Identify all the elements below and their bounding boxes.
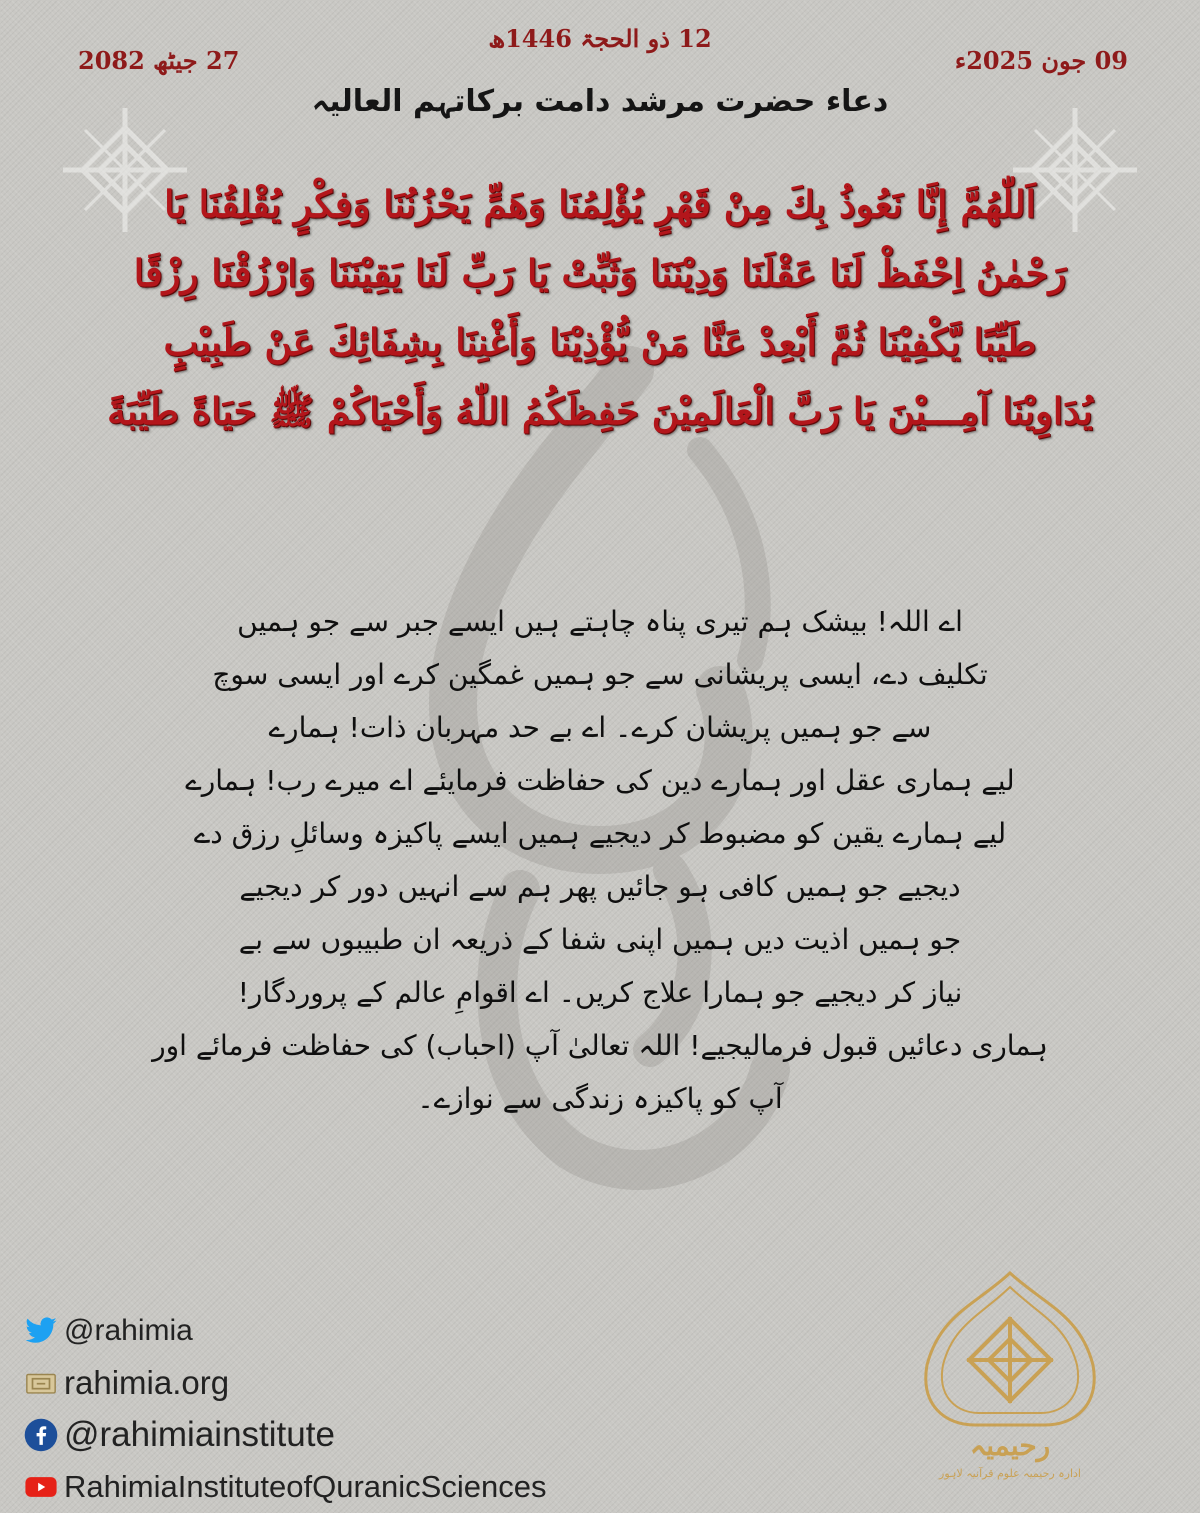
twitter-bird-icon bbox=[24, 1314, 58, 1348]
svg-text:رحیمیہ: رحیمیہ bbox=[969, 1429, 1051, 1462]
twitter-link[interactable] bbox=[24, 1305, 664, 1357]
hijri-date: 12 ذو الحجۃ 1446ھ bbox=[488, 24, 712, 53]
facebook-link[interactable] bbox=[24, 1409, 664, 1461]
urdu-translation-line: لیے ہماری عقل اور ہمارے دین کی حفاظت فرمایئے اے میرے رب! ہمارے bbox=[185, 764, 1015, 797]
arabic-dua bbox=[70, 170, 1130, 446]
rahimia-logo bbox=[915, 1265, 1105, 1485]
urdu-translation-line: آپ کو پاکیزہ زندگی سے نوازے۔ bbox=[417, 1082, 783, 1115]
urdu-translation-line: ہماری دعائیں قبول فرمالیجیے! اللہ تعالیٰ آپ (احباب) کی حفاظت فرمائے اور bbox=[152, 1029, 1048, 1062]
urdu-translation-line: دیجیے جو ہمیں کافی ہو جائیں پھر ہم سے انہیں دور کر دیجیے bbox=[239, 870, 961, 903]
urdu-translation-line: سے جو ہمیں پریشان کرے۔ اے بے حد مہربان ذات! ہمارے bbox=[268, 711, 932, 744]
youtube-channel: RahimiaInstituteofQuranicSciences bbox=[64, 1469, 547, 1504]
facebook-icon bbox=[24, 1418, 58, 1452]
urdu-translation-line: تکلیف دے، ایسی پریشانی سے جو ہمیں غمگین کرے اور ایسی سوچ bbox=[212, 658, 988, 691]
social-links bbox=[24, 1305, 664, 1513]
bikrami-date: 27 جیٹھ 2082 bbox=[78, 46, 240, 75]
website-url: rahimia.org bbox=[64, 1364, 230, 1401]
website-link[interactable] bbox=[24, 1357, 664, 1409]
arabic-dua-line: رَحْمٰنُ اِحْفَظْ لَنَا عَقْلَنَا وَدِيْنَنَا وَثَبِّتْ يَا رَبِّ لَنَا يَقِيْنَنَا وَارْزُقْنَا رِزْقًا bbox=[133, 251, 1067, 295]
arabic-dua-line: اَللّٰهُمَّ إِنَّا نَعُوذُ بِكَ مِنْ قَهْرٍ يُؤْلِمُنَا وَهَمٍّ يَحْزُنُنَا وَفِكْرٍ يُقْلِقُنَا يَا bbox=[164, 182, 1036, 226]
youtube-icon bbox=[24, 1470, 58, 1504]
urdu-translation bbox=[140, 595, 1060, 1125]
website-icon bbox=[24, 1366, 58, 1400]
page-title: دعاء حضرت مرشد دامت برکاتہم العالیہ bbox=[311, 84, 889, 119]
gregorian-date: 09 جون 2025ء bbox=[954, 46, 1128, 75]
facebook-handle: @rahimiainstitute bbox=[64, 1415, 335, 1454]
urdu-translation-line: لیے ہمارے یقین کو مضبوط کر دیجیے ہمیں ایسے پاکیزہ وسائلِ رزق دے bbox=[193, 817, 1007, 850]
arabic-dua-line: طَيِّبًا يَّكْفِيْنَا ثُمَّ أَبْعِدْ عَنَّا مَنْ يُّؤْذِيْنَا وَأَغْنِنَا بِشِفَائِكَ عَنْ طَبِيْبٍ bbox=[163, 320, 1037, 364]
svg-text:ادارہ رحیمیہ علوم قرآنیہ لاہور: ادارہ رحیمیہ علوم قرآنیہ لاہور bbox=[939, 1467, 1081, 1480]
urdu-translation-line: اے اللہ! بیشک ہم تیری پناہ چاہتے ہیں ایسے جبر سے جو ہمیں bbox=[237, 605, 963, 638]
youtube-link[interactable] bbox=[24, 1461, 664, 1513]
urdu-translation-line: نیاز کر دیجیے جو ہمارا علاج کریں۔ اے اقوامِ عالم کے پروردگار! bbox=[237, 976, 963, 1009]
arabic-dua-line: يُدَاوِيْنَا آمِـــيْنَ يَا رَبَّ الْعَالَمِيْنَ حَفِظَكُمُ اللّٰهُ وَأَحْيَاكُمْ ﷺ حَيَاةً طَيِّبَةً bbox=[107, 389, 1093, 433]
urdu-translation-line: جو ہمیں اذیت دیں ہمیں اپنی شفا کے ذریعہ ان طبیبوں سے بے bbox=[238, 923, 962, 956]
twitter-handle: @rahimia bbox=[64, 1314, 193, 1347]
